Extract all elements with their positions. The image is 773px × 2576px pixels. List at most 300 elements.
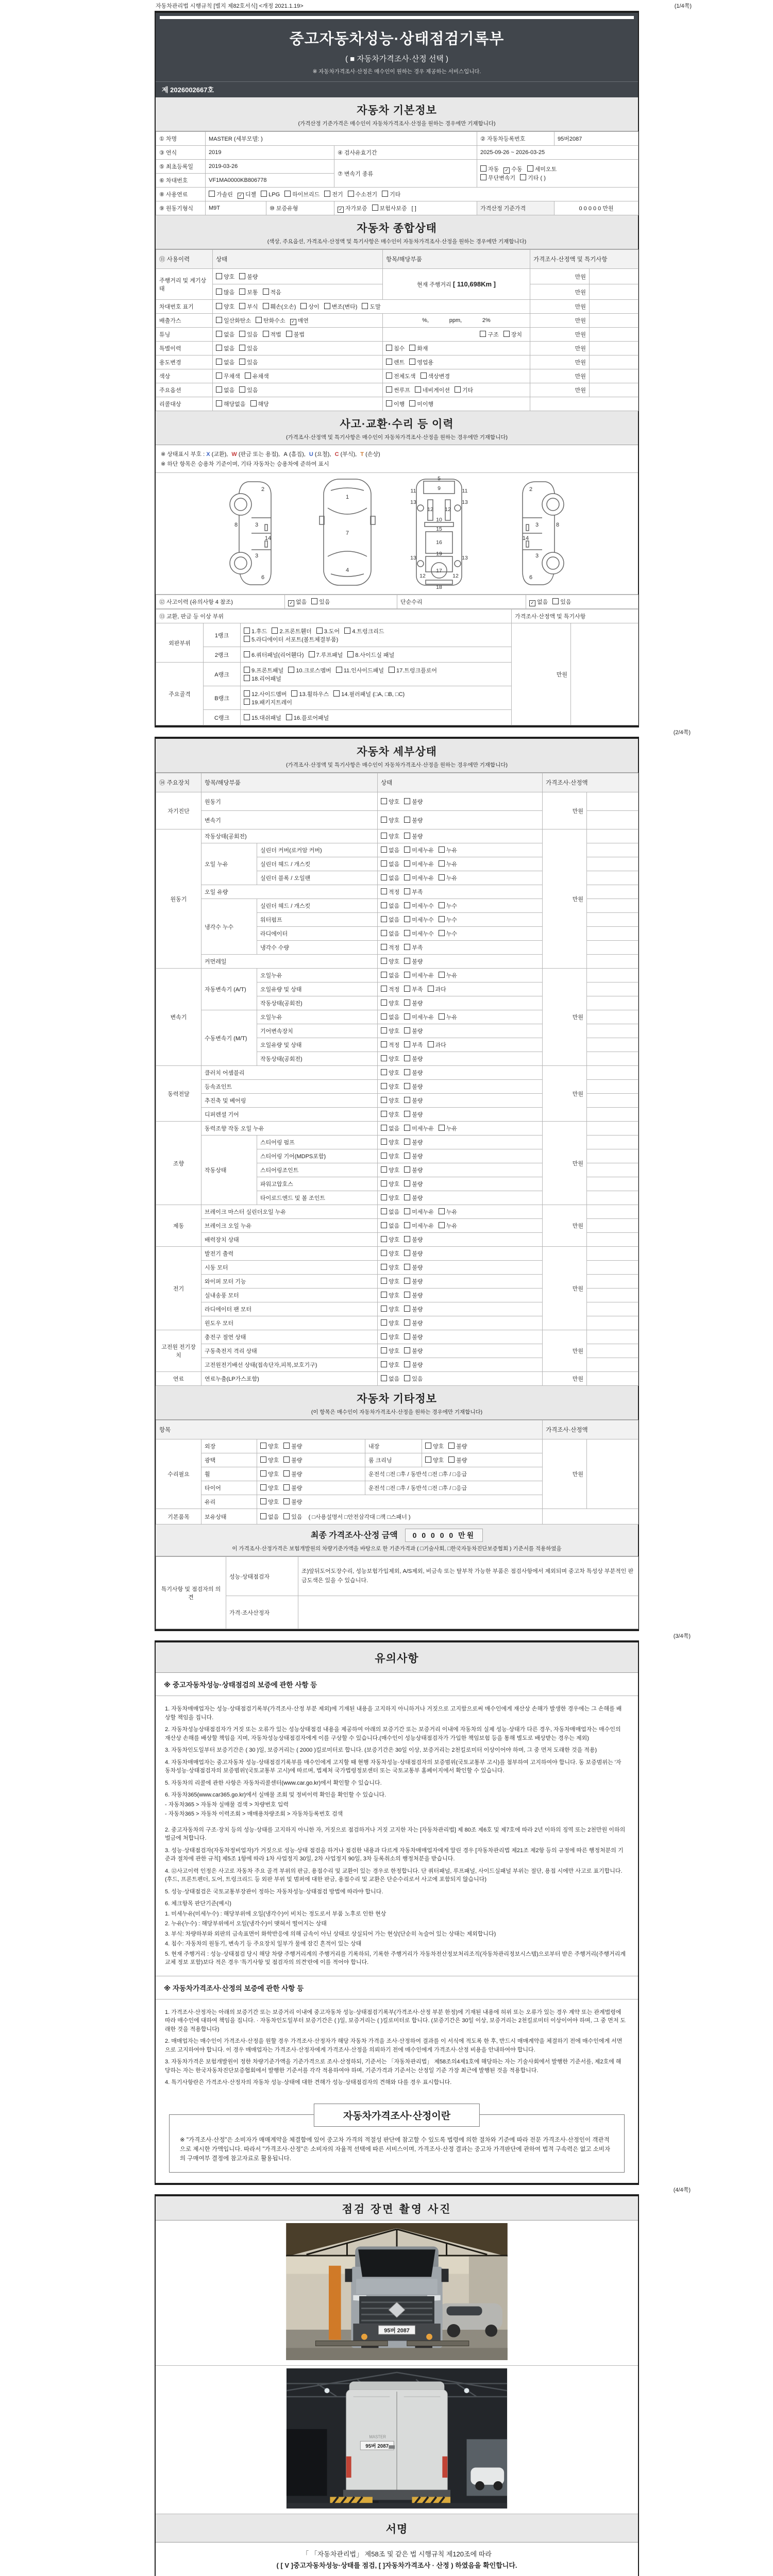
checkbox: [381, 833, 387, 839]
checkbox: [428, 986, 434, 992]
checkbox-option: 해당: [250, 400, 269, 408]
section-title: 자동차 종합상태: [357, 223, 437, 234]
basic-items-group: 기본품목: [156, 1509, 201, 1524]
cell: [587, 1010, 638, 1024]
simple-repair-label: 단순수리: [397, 595, 526, 609]
checkbox-option: 적정: [381, 888, 399, 896]
checkbox-option: ✓ 수동: [503, 165, 522, 174]
checkbox: [381, 902, 387, 908]
checkbox-option: 불량: [404, 1235, 423, 1244]
checkbox: [283, 1484, 290, 1490]
status-options: [378, 1316, 543, 1330]
checkbox-option: 없음: [216, 330, 234, 338]
warranty-label: ⑩ 보증유형: [266, 201, 334, 215]
checkbox-option: 불량: [404, 957, 423, 965]
checkbox-option: 양호: [381, 957, 399, 965]
checkbox: [404, 1097, 410, 1103]
checkbox-option: 미세누유: [404, 1124, 434, 1132]
engine-value: M9T: [206, 201, 266, 215]
svg-text:2: 2: [261, 486, 265, 493]
cell: [587, 1108, 638, 1122]
checkbox: [381, 1027, 387, 1033]
tire-positions: 운전석 □전 □후 / 동반석 □전 □후 / □응급: [365, 1481, 543, 1495]
item-label: 디퍼렌셜 기어: [201, 1108, 378, 1122]
section-title: 서명: [385, 2523, 408, 2535]
checkbox-option: 과다: [428, 985, 446, 993]
reg-no-value: 95버2087: [554, 132, 638, 146]
notice-sec2-body: [156, 1999, 638, 2098]
wheel-options: [257, 1467, 365, 1481]
checkbox-option: 양호: [381, 1069, 399, 1077]
rank1-opts-row1: [244, 627, 508, 635]
status-options: [378, 1052, 543, 1066]
checkbox-option: 미세누유: [404, 846, 434, 854]
van-front-photo: [284, 2223, 509, 2360]
item-label: 원동기: [201, 792, 378, 811]
checkbox: [404, 1278, 410, 1284]
checkbox-option: 없음: [381, 1222, 399, 1230]
svg-text:13: 13: [462, 499, 468, 505]
svg-text:12: 12: [452, 573, 459, 579]
checkbox-option: 부족: [404, 888, 423, 896]
signature-body: [156, 2543, 638, 2576]
col-status: 상태: [378, 773, 543, 792]
interior-options: [422, 1439, 543, 1453]
checkbox: [381, 1139, 387, 1145]
checkbox-option: 양호: [260, 1484, 279, 1492]
checkbox-option: 보험사보증: [372, 204, 407, 212]
section-note: (가격조사·산정액 및 특기사항은 매수인이 자동차가격조사·산정을 원하는 경우에만 기재합니다): [286, 762, 508, 768]
checkbox-option: 1.후드: [244, 627, 267, 635]
price-cell: 만원: [543, 1439, 587, 1509]
svg-text:13: 13: [410, 555, 416, 561]
cell: [590, 342, 638, 355]
checkbox: [239, 331, 245, 337]
price-cell: 만원: [530, 328, 590, 342]
status-options: [378, 1302, 543, 1316]
checkbox: [404, 930, 410, 936]
checkbox: [381, 1361, 387, 1367]
status-options: [378, 1108, 543, 1122]
checkbox-option: 없음: [381, 1375, 399, 1383]
status-options: [378, 1358, 543, 1372]
col-price: 가격조사·산정액 및 특기사항: [530, 250, 638, 269]
cell: [587, 1302, 638, 1316]
tuning-options: [213, 328, 383, 342]
checkbox: [425, 1456, 431, 1463]
checkbox-option: 화재: [409, 344, 428, 352]
taillight-left: [346, 2456, 351, 2478]
status-options: [378, 913, 543, 927]
checkbox-option: 불량: [239, 273, 258, 281]
cell: [590, 314, 638, 328]
vin-marking-label: 차대번호 표기: [156, 300, 213, 314]
group-brake: 제동: [156, 1205, 201, 1247]
checkbox-option: 16.플로어패널: [286, 714, 329, 722]
checkbox: [263, 289, 269, 295]
item-label: 오일누유: [257, 969, 378, 982]
checkbox-option: 10.크로스멤버: [288, 666, 331, 674]
mileage-amount-options: [213, 284, 383, 300]
checkbox: [428, 1041, 434, 1047]
status-code: U (요철),: [309, 451, 331, 457]
cell: [590, 383, 638, 397]
notice-subitem: - 자동차365 > 자동차 실매물 검색 > 차량번호 입력: [165, 1801, 289, 1808]
checkbox: [239, 386, 245, 393]
group-steering: 조향: [156, 1122, 201, 1205]
notice-item: 3. 자동차가격은 보험개발원이 정한 차량기준가액을 기준가격으로 조사·산정하되, 기준서는 「자동차관리법」 제58조의4제1호에 해당하는 자는 기술사회에서 발행한 기준서를, 제2호에 해당하는 자는 한국자동차진단보증협회에서 발행한 기준서를 각각 적용하여야 하며, 기준가격과 기준서는 산정일 기준 가장 최근에 발행된 것을 적용합니다.: [165, 2059, 621, 2074]
notice-item: 6. 체크항목 판단기준(예시): [165, 1901, 231, 1907]
checkbox: [381, 1347, 387, 1353]
checkbox: [480, 331, 486, 337]
checkbox-option: 불량: [404, 816, 423, 824]
svg-text:12: 12: [419, 573, 426, 579]
checkbox: [244, 690, 250, 697]
checkbox: [381, 798, 387, 804]
checkbox-option: 2.프론트휀더: [272, 627, 311, 635]
taillight-right: [442, 2456, 447, 2478]
color-change-options: [383, 369, 530, 383]
notice-item: 2. 매매업자는 매수인이 가격조사·산정을 원할 경우 가격조사·산정자가 해당 자동차 가격을 조사·산정하여 결과를 이 서식에 적도록 한 후, 반드시 매매계약을 체결하기 전에 매수인에게 서면으로 고지하여야 합니다. 이 경우 매매업자는 가격조사·산정자에게 가격조사·산정을 의뢰하기 전에 매수인에게 가격조사·산정 비용을 안내하여야 합니다.: [165, 2038, 623, 2053]
checkbox-option: 네비게이션: [415, 386, 450, 394]
checkbox-option: 불량: [404, 1152, 423, 1160]
checkbox-option: 불량: [283, 1470, 302, 1478]
checkbox-option: 불량: [404, 1166, 423, 1174]
checkbox-option: 불량: [404, 1277, 423, 1285]
checkbox: [283, 1513, 290, 1519]
checkbox: ✓: [238, 193, 244, 199]
cell: [587, 1149, 638, 1163]
item-label: 충전구 절연 상태: [201, 1330, 378, 1344]
checkbox-option: 기타 ( ): [520, 174, 546, 182]
cell: [587, 843, 638, 857]
checkbox: [347, 651, 354, 657]
checkbox: [404, 1333, 410, 1340]
rankC-options: [241, 710, 512, 725]
checkbox: [333, 690, 340, 697]
col-status: 상태: [213, 250, 383, 269]
page-marker-1: (1/4쪽): [674, 3, 692, 9]
cell: [530, 397, 638, 411]
checkbox: [404, 798, 410, 804]
notice-item: 4. 특기사항란은 가격조사·산정자의 자동차 성능·상태에 대한 견해가 성능·상태점검자의 견해와 다를 경우 표시합니다.: [165, 2079, 452, 2086]
item-label: 스티어링 펌프: [257, 1136, 378, 1149]
cell: [587, 899, 638, 913]
checkbox: [381, 1041, 387, 1047]
checkbox-option: 일산화탄소: [216, 316, 251, 325]
item-label: 커먼레일: [201, 955, 378, 969]
sub-group-label: 오일 누유: [201, 843, 257, 885]
status-options: [378, 996, 543, 1010]
rankA-options: [241, 663, 512, 686]
checkbox-option: 불량: [283, 1456, 302, 1464]
basic-info-title: [156, 97, 638, 131]
checkbox-option: 영업용: [409, 358, 433, 366]
svg-text:4: 4: [345, 567, 349, 573]
polish-label: 광택: [201, 1453, 257, 1467]
first-reg-label: ⑤ 최초등록일: [156, 160, 206, 174]
checkbox-option: 무단변속기: [480, 174, 515, 182]
checkbox-option: 양호: [381, 1263, 399, 1272]
section-note: (이 항목은 매수인이 자동차가격조사·산정을 원하는 경우에만 기재합니다): [311, 1409, 483, 1415]
item-label: 오일유량 및 상태: [257, 1038, 378, 1052]
checkbox-option: 불법: [286, 330, 305, 338]
status-options: [378, 1080, 543, 1094]
photo-section-title: [156, 2196, 638, 2221]
status-options: [378, 885, 543, 899]
section-title: 점검 장면 촬영 사진: [342, 2203, 452, 2215]
checkbox-option: 미세누유: [404, 971, 434, 979]
checkbox-option: 불량: [404, 1291, 423, 1299]
current-mileage: [383, 269, 530, 300]
final-price-label: 최종 가격조사·산정 금액: [310, 1531, 398, 1540]
svg-text:14: 14: [264, 535, 272, 541]
inspector-label: 성능·상태점검자: [226, 1557, 298, 1596]
svg-text:6: 6: [261, 574, 265, 581]
col-item: 항목: [156, 1420, 543, 1439]
checkbox-option: 누수: [439, 902, 457, 910]
checkbox-option: 누유: [439, 846, 457, 854]
checkbox: [480, 174, 486, 180]
checkbox-option: 있음: [239, 344, 258, 352]
status-options: [378, 871, 543, 885]
checkbox: [244, 699, 250, 705]
engine-label: ⑨ 원동기형식: [156, 201, 206, 215]
svg-text:6: 6: [529, 574, 533, 581]
warranty-options: [334, 201, 477, 215]
checkbox: [503, 331, 510, 337]
cell: [587, 1316, 638, 1330]
price-cell: 만원: [543, 1122, 587, 1205]
status-options: [378, 1177, 543, 1191]
cell: [587, 1344, 638, 1358]
checkbox: [389, 667, 395, 673]
vin-label: ⑥ 차대번호: [156, 174, 206, 188]
checkbox: [425, 1443, 431, 1449]
checkbox: [381, 1083, 387, 1089]
checkbox-option: 과다: [428, 1041, 446, 1049]
checkbox: [381, 1375, 387, 1381]
checkbox-option: 14.필러패널 (□A, □B, □C): [333, 690, 405, 698]
item-label: 라디에이터: [257, 927, 378, 941]
checkbox-option: 보통: [239, 288, 258, 296]
notice-item: 5. 성능·상태점검은 국토교통부장관이 정하는 자동차성능·상태점검 방법에 따라야 합니다.: [165, 1888, 383, 1895]
checkbox-option: 세미오토: [527, 165, 557, 173]
checkbox-option: 있음: [239, 358, 258, 366]
checkbox-option: 없음: [216, 358, 234, 366]
checkbox-option: 양호: [381, 1138, 399, 1146]
checkbox: [336, 667, 342, 673]
car-diagram-svg: [156, 475, 638, 589]
checkbox-option: LPG: [261, 191, 280, 198]
item-label: 파워고압호스: [257, 1177, 378, 1191]
status-options: [378, 1191, 543, 1205]
checkbox: [286, 331, 292, 337]
usage-change-label: 용도변경: [156, 355, 213, 369]
lift-rail: [315, 2341, 388, 2346]
legend-prefix: ※ 상태표시 부호 :: [161, 451, 207, 457]
rankB-options: [241, 686, 512, 710]
checkbox-option: 누유: [439, 1222, 457, 1230]
checkbox: [381, 1306, 387, 1312]
checkbox-option: 양호: [425, 1442, 444, 1450]
checkbox: [381, 972, 387, 978]
checkbox-option: 침수: [386, 344, 405, 352]
page-marker-2: (2/4쪽): [673, 730, 691, 736]
checkbox-option: 양호: [260, 1456, 279, 1464]
checkbox-option: 양호: [381, 1152, 399, 1160]
section-title: 자동차 기타정보: [357, 1393, 437, 1405]
background-van: [287, 2429, 327, 2496]
cell: [587, 1247, 638, 1261]
checkbox: [439, 1222, 445, 1228]
checkbox: [381, 916, 387, 922]
rankA-opts-row1: [244, 666, 508, 674]
appraiser-label: 가격·조사산정자: [226, 1596, 298, 1629]
rank1-options: [241, 623, 512, 647]
checkbox: [381, 888, 387, 894]
checkbox-option: 누수: [439, 916, 457, 924]
checkbox-option: 15.대쉬패널: [244, 714, 281, 722]
cell: [587, 1094, 638, 1108]
checkbox-option: 불량: [404, 1055, 423, 1063]
cell: [587, 1233, 638, 1247]
rank2-options: [241, 647, 512, 663]
checkbox-option: 기타: [455, 386, 473, 394]
checkbox: [404, 1055, 410, 1061]
checkbox-option: 기타: [382, 190, 400, 198]
emission-label: 배출가스: [156, 314, 213, 328]
notice-item: 2. 중고자동차의 구조·장치 등의 성능·상태를 고지하지 아니한 자, 거짓으로 점검하거나 거짓 고지한 자는 [자동차관리법] 제 80조 제6호 및 제7호에 따라 2년 이하의 징역 또는 2천만원 이하의 벌금에 처합니다.: [165, 1826, 626, 1841]
checkbox-option: 없음: [216, 386, 234, 394]
group-highvoltage: 고전원 전기장치: [156, 1330, 201, 1372]
checkbox: [286, 714, 292, 720]
law-reference: 자동차관리법 시행규칙 [별지 제82호서식] <개정 2021.1.19>: [156, 3, 304, 9]
color-label: 색상: [156, 369, 213, 383]
base-price-value: 0 0 0 0 0 만원: [554, 201, 638, 215]
status-options: [378, 1344, 543, 1358]
checkbox: [209, 191, 215, 197]
col-price: 가격조사·산정액: [543, 1420, 638, 1439]
checkbox: [480, 165, 486, 172]
cell: [587, 1122, 638, 1136]
checkbox: [272, 628, 278, 634]
checkbox: [404, 1139, 410, 1145]
checkbox-option: ✓ 디젤: [238, 190, 256, 199]
checkbox-option: 없음: [381, 874, 399, 882]
cell: [587, 1052, 638, 1066]
checkbox-option: 미세누유: [404, 860, 434, 868]
accident-history-row: [156, 595, 638, 609]
transmission-options-row2: [480, 174, 635, 182]
checkbox-option: 양호: [381, 832, 399, 840]
checkbox: [244, 628, 250, 634]
checkbox: [381, 1125, 387, 1131]
checkbox-option: 있음: [239, 330, 258, 338]
checkbox: [381, 817, 387, 823]
main-frame-group: 주요골격: [156, 663, 204, 725]
document-title: 중고자동차성능·상태점검기록부: [289, 31, 505, 47]
item-label: 작동상태(공회전): [257, 1052, 378, 1066]
svg-text:9: 9: [438, 485, 441, 492]
checkbox-option: 탄화수소: [256, 316, 285, 325]
recall-options: [213, 397, 383, 411]
emission-values: %, ppm, 2%: [383, 314, 530, 328]
warranty-opts: [338, 206, 412, 212]
item-label: 구동축전지 격리 상태: [201, 1344, 378, 1358]
checkbox: [409, 345, 415, 351]
cell: [587, 829, 638, 843]
checkbox-option: 불량: [283, 1484, 302, 1492]
checkbox-option: 17.트렁크플로어: [389, 666, 437, 674]
year-label: ③ 연식: [156, 146, 206, 160]
checkbox: [404, 1306, 410, 1312]
checkbox: [527, 165, 533, 172]
svg-text:13: 13: [462, 555, 468, 561]
checkbox: [288, 667, 294, 673]
checklist-item: 3. 부식: 차량하부와 외판의 금속표면이 화학반응에 의해 금속이 아닌 상태로 상실되어 가는 현상(단순히 녹슬어 있는 상태는 제외합니다): [165, 1930, 496, 1937]
checkbox: [404, 999, 410, 1006]
checkbox-option: 훼손(오손): [263, 302, 296, 311]
front-plate-number: 95버 2087: [384, 2327, 410, 2334]
checkbox-option: 있음: [404, 1375, 423, 1383]
item-label: 작동상태(공회전): [201, 829, 378, 843]
checkbox: [552, 598, 559, 604]
outer-panel-group: 외판부위: [156, 623, 204, 663]
item-label: 실내송풍 모터: [201, 1289, 378, 1302]
checkbox: [448, 1443, 455, 1449]
checkbox-option: 적정: [381, 1041, 399, 1049]
checkbox: [404, 1361, 410, 1367]
checkbox-option: 미세누수: [404, 929, 434, 938]
svg-text:8: 8: [234, 522, 238, 528]
item-label: 브레이크 오일 누유: [201, 1219, 378, 1233]
cell: [590, 284, 638, 300]
checkbox: [439, 1013, 445, 1020]
checkbox-option: ✓ 없음: [288, 598, 307, 606]
checkbox-option: 있음: [283, 1513, 302, 1521]
transmission-options: [477, 160, 638, 188]
checkbox: [404, 986, 410, 992]
status-options: [378, 927, 543, 941]
checkbox-option: 양호: [381, 1347, 399, 1355]
windshield: [358, 2249, 435, 2277]
status-code: X (교환),: [206, 451, 228, 457]
notice-subitem: - 자동차365 > 자동차 이력조회 > 매매용차량조회 > 자동차등록번호 검색: [165, 1811, 343, 1817]
cell: [587, 1136, 638, 1149]
checkbox: [216, 359, 222, 365]
checkbox-option: 11.인사이드패널: [336, 666, 384, 674]
status-code: W (판금 또는 용접),: [231, 451, 280, 457]
notice-item: 3. 성능·상태점검자(자동차정비업자)가 거짓으로 성능·상태 점검을 하거나 점검한 내용과 다르게 자동차매매업자에게 알린 경우 [자동차관리법 제21조 제2항 등의 규정에 따른 행정처분의 기준과 절차에 관한 규칙] 제5조 1항에 따라 1차 사업정지 30일, 2차 사업정지 90일, 3차 등록취소의 행정처분을 받습니다.: [165, 1847, 624, 1862]
checkbox: [439, 846, 445, 853]
document-number: 제 2026002667호: [156, 81, 638, 97]
appraiser-opinion: [298, 1596, 638, 1629]
checkbox-option: 부족: [404, 985, 423, 993]
checkbox: [404, 1194, 410, 1200]
van-front: [345, 2246, 449, 2353]
notice-item: 1. 자동차매매업자는 성능·상태점검기록부(가격조사·산정 부분 제외)에 기재된 내용을 고지하지 아니하거나 거짓으로 고지함으로써 매수인에게 재산상 손해가 발생한 경우에는 그 손해를 배상할 책임을 집니다.: [165, 1706, 622, 1721]
checkbox-option: 불량: [404, 832, 423, 840]
checkbox-option: 불량: [404, 1180, 423, 1188]
cell: [590, 300, 638, 314]
price-cell: 만원: [530, 269, 590, 284]
item-label: 실린더 블록 / 오일팬: [257, 871, 378, 885]
checkbox-option: 있음: [311, 598, 330, 606]
section-note: (가격산정 기준가격은 매수인이 자동차가격조사·산정을 원하는 경우에만 기재합니다): [298, 121, 496, 127]
mileage-item-label: 현재 주행거리: [417, 281, 451, 288]
checkbox: [404, 1153, 410, 1159]
